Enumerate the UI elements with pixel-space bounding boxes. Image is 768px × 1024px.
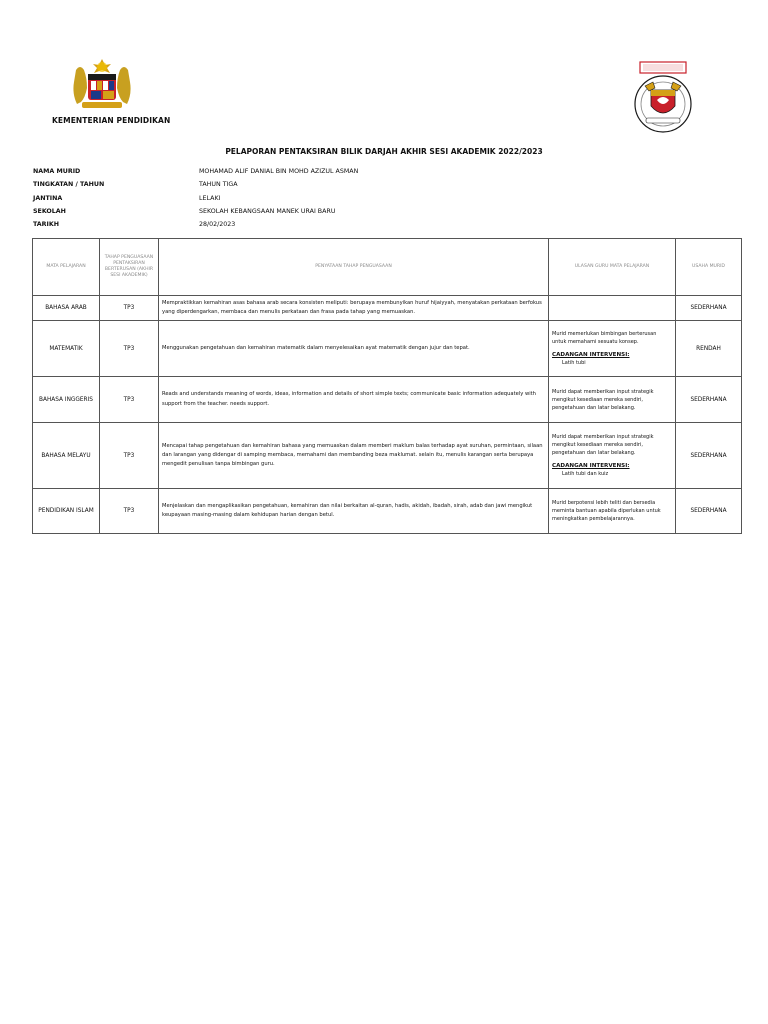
table-header-row [33,239,742,296]
remark-cell [549,423,676,489]
table-row [33,296,742,321]
statement-cell: Reads and understands meaning of words, ideas, information and details of short simple texts; communicate basic information adequately with support from the teacher. needs support. [159,377,549,423]
header-effort: USAHA MURID [676,239,742,296]
tp-cell: TP3 [100,321,159,377]
tp-cell: TP3 [100,377,159,423]
info-value: MOHAMAD ALIF DANIAL BIN MOHD AZIZUL ASMAN [199,168,359,175]
info-label: TINGKATAN / TAHUN [33,181,105,189]
subject-cell: BAHASA MELAYU [33,423,100,489]
info-value: LELAKI [199,194,221,202]
info-value: SEKOLAH KEBANGSAAN MANEK URAI BARU [199,207,336,215]
subject-cell: BAHASA INGGERIS [33,377,100,423]
intervention-text: Latih tubi dan kuiz [562,471,609,478]
table-row [33,377,742,423]
info-label: TARIKH [33,221,60,229]
effort-cell: RENDAH [676,321,742,377]
report-title: PELAPORAN PENTAKSIRAN BILIK DARJAH AKHIR SESI AKADEMIK 2022/2023 [225,147,543,156]
effort-cell: SEDERHANA [676,423,742,489]
statement-cell: Menggunakan pengetahuan dan kemahiran matematik dalam menyelesaikan ayat matematik dengan jujur dan tepat. [159,321,549,377]
header-level: TAHAP PENGUASAAN PENTAKSIRAN BERTERUSAN (AKHIR SESI AKADEMIK) [100,239,159,296]
tp-cell: TP3 [100,489,159,534]
effort-cell: SEDERHANA [676,489,742,534]
intervention-title: CADANGAN INTERVENSI: [552,351,630,358]
statement-cell: Mencapai tahap pengetahuan dan kemahiran bahasa yang memuaskan dalam memberi maklum balas terhadap ayat suruhan, permintaan, silaan dan larangan yang didengar di samping membaca, memahami dan membanding beza maklumat. selain itu, menulis karangan serta berupaya mengedit penulisan tanpa bimbingan guru. [159,423,549,489]
intervention-title: CADANGAN INTERVENSI: [552,462,630,469]
tp-cell: TP3 [100,423,159,489]
tp-cell: TP3 [100,296,159,321]
info-label: SEKOLAH [33,207,66,215]
info-value: 28/02/2023 [199,221,236,229]
coat-of-arms-icon [66,56,138,112]
remark-cell: Murid dapat memberikan input strategik mengikut kesediaan mereka sendiri, pengetahuan dan latar belakang. [549,377,676,423]
remark-cell: Murid berpotensi lebih teliti dan bersedia meminta bantuan apabila diperlukan untuk meningkatkan pembelajarannya. [549,489,676,534]
effort-cell: SEDERHANA [676,296,742,321]
header-subject: MATA PELAJARAN [33,239,100,296]
table-row [33,423,742,489]
ministry-name: KEMENTERIAN PENDIDIKAN [52,116,171,125]
table-row [33,321,742,377]
subject-cell: BAHASA ARAB [33,296,100,321]
remark-cell [549,296,676,321]
intervention-text: Latih tubi [562,360,586,367]
info-label: JANTINA [33,194,63,202]
remark-cell [549,321,676,377]
effort-cell: SEDERHANA [676,377,742,423]
subject-cell: PENDIDIKAN ISLAM [33,489,100,534]
statement-cell: Mempraktikkan kemahiran asas bahasa arab secara konsisten meliputi: berupaya membunyikan huruf hijaiyyah, menyatakan perkataan berfokus yang diperdengarkan, membaca dan menulis perkataan dan frasa pada tahap yang memuaskan. [159,296,549,321]
subject-cell: MATEMATIK [33,321,100,377]
statement-cell: Menjelaskan dan mengaplikasikan pengetahuan, kemahiran dan nilai berkaitan al-quran, hadis, akidah, ibadah, sirah, adab dan jawi mengikut keupayaan masing-masing dalam kehidupan harian dengan betul. [159,489,549,534]
header-remarks: ULASAN GURU MATA PELAJARAN [549,239,676,296]
assessment-table [32,238,742,534]
remark-text: Murid dapat memberikan input strategik mengikut kesediaan mereka sendiri, pengetahuan dan latar belakang. [552,433,654,456]
header-statement: PENYATAAN TAHAP PENGUASAAN [159,239,549,296]
table-row [33,489,742,534]
info-label: NAMA MURID [33,168,81,175]
remark-text: Murid memerlukan bimbingan berterusan untuk memahami sesuatu konsep. [552,330,657,345]
school-crest-icon [632,60,694,136]
info-value: TAHUN TIGA [199,181,238,189]
